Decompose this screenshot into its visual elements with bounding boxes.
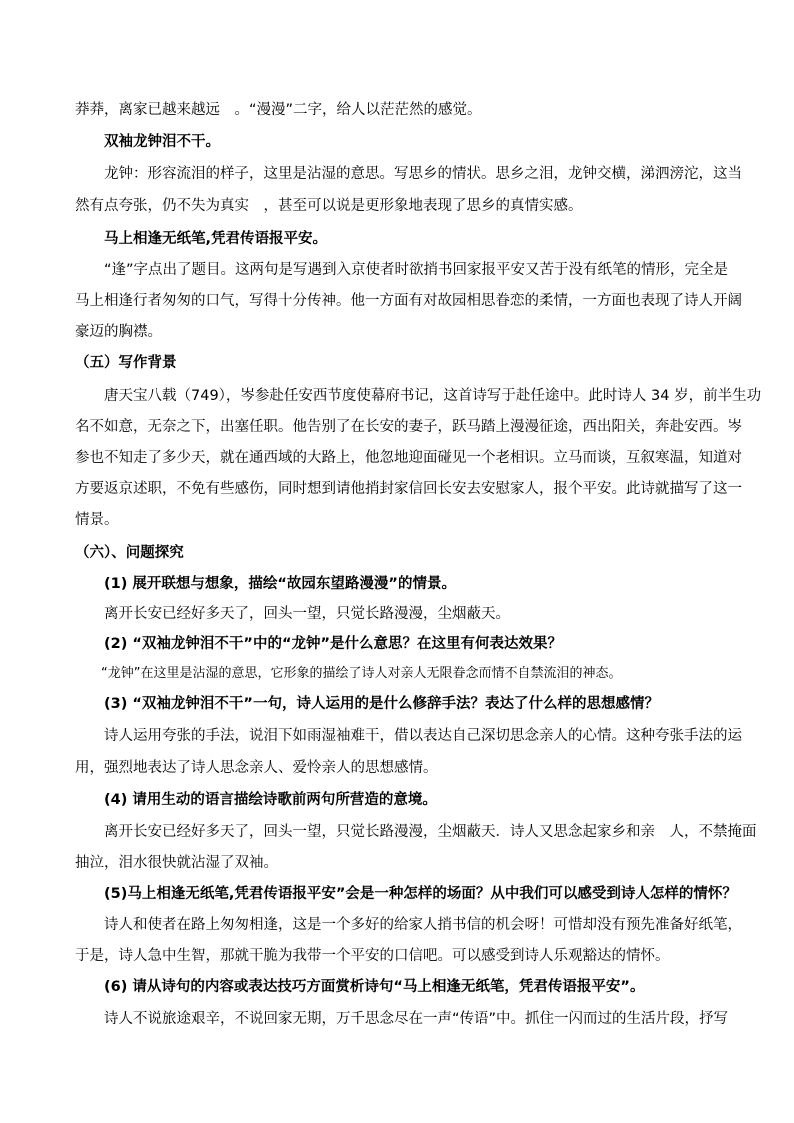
question-heading: (3) “双袖龙钟泪不干”一句，诗人运用的是什么修辞手法？表达了什么样的思想感情？ [75, 696, 659, 712]
answer-line: 离开长安已经好多天了，回头一望，只觉长路漫漫，尘烟蔽天．诗人又思念起家乡和亲 人，不禁掩面 [75, 824, 757, 840]
section-heading: （六）、问题探究 [75, 545, 184, 561]
paragraph-line: 方要返京述职，不免有些感伤，同时想到请他捎封家信回长安去安慰家人，报个平安。此诗就描写了这一 [75, 481, 742, 497]
question-heading: (1) 展开联想与想象，描绘“故园东望路漫漫”的情景。 [75, 576, 456, 592]
poem-line-heading: 双袖龙钟泪不干。 [75, 134, 220, 150]
paragraph-line: 莽莽，离家已越来越远 。“漫漫”二字，给人以茫茫然的感觉。 [75, 102, 482, 118]
answer-line: 诗人运用夸张的手法，说泪下如雨湿袖难干，借以表达自己深切思念亲人的心情。这种夸张手法的运 [75, 728, 742, 744]
section-heading: （五）写作背景 [75, 355, 177, 371]
poem-line-heading: 马上相逢无纸笔,凭君传语报平安。 [75, 231, 328, 247]
paragraph-line: 马上相逢行者匆匆的口气，写得十分传神。他一方面有对故园相思眷恋的柔情，一方面也表现了诗人开阔 [75, 293, 742, 309]
answer-line: 用，强烈地表达了诗人思念亲人、爱怜亲人的思想感情。 [75, 760, 438, 776]
answer-line: 离开长安已经好多天了，回头一望，只觉长路漫漫，尘烟蔽天。 [75, 606, 510, 622]
paragraph-line: 名不如意，无奈之下，出塞任职。他告别了在长安的妻子，跃马踏上漫漫征途，西出阳关，奔赴安西。岑 [75, 419, 742, 435]
answer-line: 诗人和使者在路上匆匆相逢，这是一个多好的给家人捎书信的机会呀！可惜却没有预先准备好纸笔， [75, 917, 742, 933]
answer-line: 于是，诗人急中生智，那就干脆为我带一个平安的口信吧。可以感受到诗人乐观豁达的情怀。 [75, 948, 670, 964]
answer-line: “龙钟”在这里是沾湿的意思，它形象的描绘了诗人对亲人无限眷念而情不自禁流泪的神态。 [75, 666, 622, 681]
paragraph-line: 然有点夸张，仍不失为真实 ，甚至可以说是更形象地表现了思乡的真情实感。 [75, 198, 583, 214]
question-heading: (2) “双袖龙钟泪不干”中的“龙钟”是什么意思？在这里有何表达效果？ [75, 636, 563, 652]
paragraph-line: 豪迈的胸襟。 [75, 324, 162, 340]
question-heading: (6) 请从诗句的内容或表达技巧方面赏析诗句“马上相逢无纸笔，凭君传语报平安”。 [75, 979, 645, 995]
question-heading: (4) 请用生动的语言描绘诗歌前两句所营造的意境。 [75, 792, 437, 808]
paragraph-line: 龙钟：形容流泪的样子，这里是沾湿的意思。写思乡的情状。思乡之泪，龙钟交横，涕泗滂沱，这当 [75, 166, 742, 182]
answer-line: 抽泣，泪水很快就沾湿了双袖。 [75, 855, 278, 871]
paragraph-line: “逢”字点出了题目。这两句是写遇到入京使者时欲捎书回家报平安又苦于没有纸笔的情形，完全是 [75, 262, 729, 278]
paragraph-line: 唐天宝八载（749），岑参赴任安西节度使幕府书记，这首诗写于赴任途中。此时诗人 34 岁，前半生功 [75, 388, 762, 404]
answer-line: 诗人不说旅途艰辛，不说回家无期，万千思念尽在一声“传语”中。抓住一闪而过的生活片段，抒写 [75, 1011, 729, 1027]
paragraph-line: 参也不知走了多少天，就在通西域的大路上，他忽地迎面碰见一个老相识。立马而谈，互叙寒温，知道对 [75, 450, 742, 466]
question-heading: (5)马上相逢无纸笔,凭君传语报平安”会是一种怎样的场面？从中我们可以感受到诗人怎样的情怀？ [75, 886, 737, 902]
paragraph-line: 情景。 [75, 512, 119, 528]
